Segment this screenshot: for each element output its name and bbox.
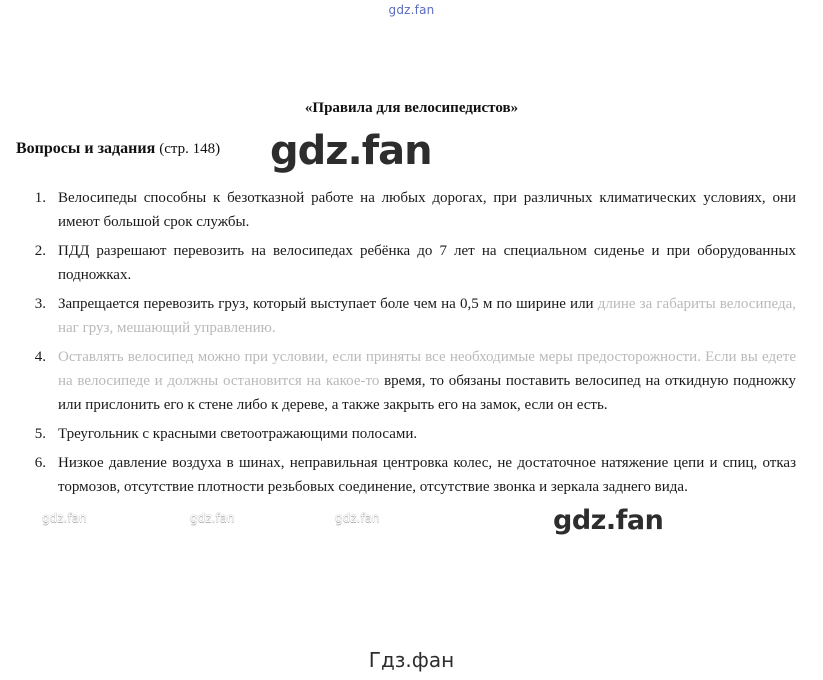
watermark-bottom: Гдз.фан: [368, 648, 455, 672]
list-item-number: 1.: [34, 190, 46, 206]
list-item-number: 6.: [34, 455, 46, 471]
list-item-text: Оставлять велосипед можно при условии, если приняты все необходимые меры предосторожности. Если вы едете на велосипеде и должны остановится на какое-то время, то обязаны поставить велосипед на откидную подножку или прислонить его к стене либо к дереве, а также закрыть его на замок, если он есть.: [58, 349, 796, 413]
list-item-text: Велосипеды способны к безотказной работе на любых дорогах, при различных климатических условиях, они имеют большой срок службы.: [58, 190, 796, 230]
watermark-center: gdz.fan: [270, 128, 432, 174]
list-item: [16, 345, 796, 417]
list-item: [16, 239, 796, 287]
section-heading-page-reference: (стр. 148): [159, 141, 221, 157]
list-item-text: Треугольник с красными светоотражающими полосами.: [58, 426, 418, 442]
list-item-text: Запрещается перевозить груз, который выступает боле чем на 0,5 м по ширине или длине за габариты велосипеда, наг груз, мешающий управлению.: [58, 296, 796, 336]
section-heading-label: Вопросы и задания: [16, 140, 156, 157]
list-item-number: 2.: [34, 243, 46, 259]
list-item: [16, 422, 796, 446]
questions-list: [16, 186, 796, 504]
watermark-lower-right: gdz.fan: [553, 505, 664, 536]
list-item-text: Низкое давление воздуха в шинах, неправильная центровка колес, не достаточное натяжение цепи и спиц, отказ тормозов, отсутствие плотности резьбовых соединение, отсутствие звонка и зеркала заднего вида.: [58, 455, 796, 495]
section-heading: [16, 140, 220, 158]
watermark-small-center: gdz.fan: [190, 511, 235, 525]
list-item-number: 3.: [34, 296, 46, 312]
list-item: [16, 186, 796, 234]
watermark-top: gdz.fan: [388, 3, 435, 17]
watermark-small-right: gdz.fan: [335, 511, 380, 525]
list-item: [16, 292, 796, 340]
list-item-text: ПДД разрешают перевозить на велосипедах ребёнка до 7 лет на специальном сиденье и при оборудованных подножках.: [58, 243, 796, 283]
list-item: [16, 451, 796, 499]
list-item-number: 4.: [34, 349, 46, 365]
watermark-small-left: gdz.fan: [42, 511, 87, 525]
list-item-number: 5.: [34, 426, 46, 442]
page-title: «Правила для велосипедистов»: [304, 100, 519, 116]
